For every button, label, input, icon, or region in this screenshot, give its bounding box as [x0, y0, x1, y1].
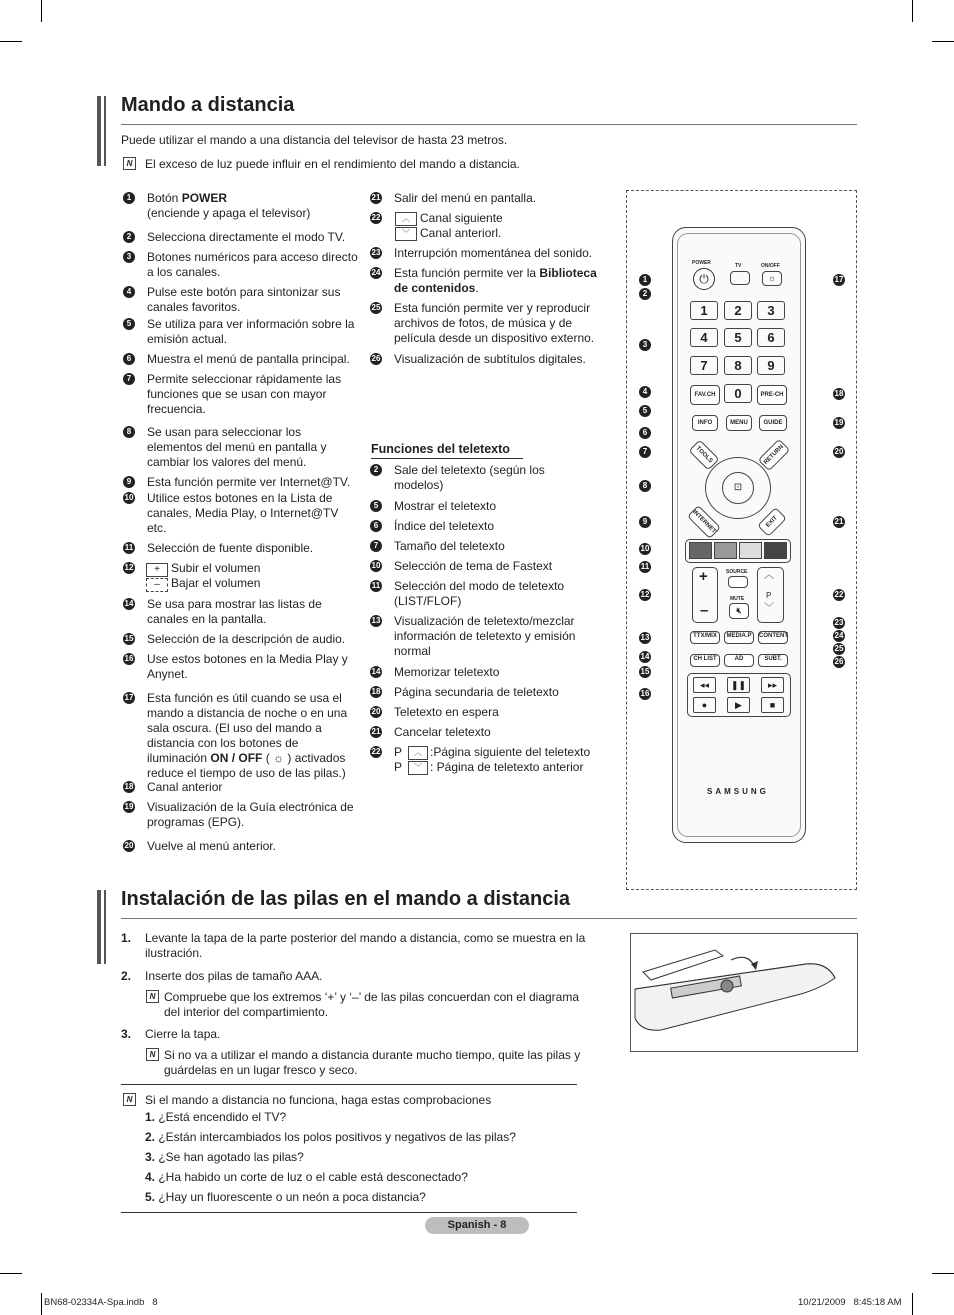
- digit-5-button[interactable]: 5: [724, 328, 752, 347]
- item-number: 20: [124, 841, 134, 850]
- teletext-text: Selección del modo de teletexto (LIST/FLOF): [394, 579, 565, 608]
- channel-up-icon: ︿: [395, 212, 417, 226]
- note-text: El exceso de luz puede influir en el rendimiento del mando a distancia.: [145, 157, 520, 171]
- item-text: [147, 632, 359, 647]
- menu-button[interactable]: MENU: [726, 415, 752, 431]
- item-number: 8: [123, 426, 135, 438]
- item-text: [147, 425, 359, 470]
- item-text-part: Use estos botones en la Media Play y Anynet: [147, 652, 348, 681]
- item-text-bold: POWER: [181, 191, 228, 205]
- digit-9-button[interactable]: 9: [757, 356, 785, 375]
- item-number: 21: [371, 727, 381, 736]
- item-text-part: .: [346, 475, 351, 489]
- item-text-part: Visualización de la Guía electrónica de programas (EPG).: [147, 800, 354, 829]
- item-number: 23: [371, 248, 381, 257]
- item-text: [147, 230, 359, 245]
- stop-button[interactable]: ■: [761, 697, 784, 713]
- item-text: [394, 301, 606, 346]
- footer-date: 10/21/2009 8:45:18 AM: [798, 1297, 902, 1308]
- item-text: [147, 372, 359, 417]
- section-bar: [104, 890, 106, 964]
- item-text: [147, 780, 359, 795]
- callout-number: 4: [639, 386, 651, 398]
- item-number: 18: [371, 687, 381, 696]
- item-text-part: Muestra el menú de pantalla principal.: [147, 352, 350, 366]
- item-number: 20: [371, 707, 381, 716]
- item-number: 13: [371, 616, 381, 625]
- source-label: SOURCE: [726, 569, 748, 575]
- teletext-rule: [371, 458, 523, 459]
- section-bar: [97, 890, 101, 964]
- note-icon: N: [123, 157, 136, 170]
- ad-button[interactable]: AD: [724, 654, 754, 667]
- mute-button[interactable]: 🔇︎: [729, 603, 749, 619]
- item-text: [394, 352, 606, 367]
- item-text: [147, 250, 359, 280]
- check-text: ¿Se han agotado las pilas?: [155, 1150, 304, 1164]
- battery-illustration: [630, 933, 858, 1052]
- item-number: 21: [371, 193, 381, 202]
- crop-mark: [912, 1293, 913, 1315]
- check-item: [145, 1190, 426, 1205]
- callout-number: 17: [834, 275, 844, 284]
- page-title: Mando a distancia: [121, 94, 295, 116]
- callout-number: 2: [639, 288, 651, 300]
- check-item: [145, 1170, 468, 1185]
- item-number: 22: [371, 747, 381, 756]
- item-text-part: Selección de la descripción de audio.: [147, 632, 346, 646]
- callout-number: 7: [639, 446, 651, 458]
- item-number: 22: [371, 213, 381, 222]
- teletext-text: Página secundaria de teletexto: [394, 685, 559, 699]
- item-number: 15: [124, 634, 134, 643]
- volume-down-icon: –: [146, 578, 168, 592]
- item-text-line2: (enciende y apaga el televisor): [147, 206, 311, 220]
- check-number: 5.: [145, 1190, 156, 1204]
- check-number: 3.: [145, 1150, 156, 1164]
- check-text: ¿Están intercambiados los polos positivos y negativos de las pilas?: [155, 1130, 516, 1144]
- rewind-button[interactable]: ◂◂: [693, 677, 716, 693]
- item-number: 5: [123, 318, 135, 330]
- teletext-text: Mostrar el teletexto: [394, 499, 497, 513]
- crop-mark: [0, 1273, 22, 1274]
- item-text-part: ( ☼ ) activados reduce el tiempo de uso de las pilas.): [147, 751, 346, 780]
- step-note: Compruebe que los extremos ‘+’ y ‘–’ de las pilas concuerdan con el diagrama del interior del compartimiento.: [164, 990, 580, 1019]
- callout-number: 5: [639, 405, 651, 417]
- item-number: 1: [123, 192, 135, 204]
- item-text-part: Salir del menú en pantalla.: [394, 191, 537, 205]
- exit-button[interactable]: EXIT: [757, 507, 787, 537]
- channel-up-icon: ︿: [408, 746, 428, 760]
- callout-number: 10: [640, 544, 650, 553]
- step-number: 1.: [121, 931, 132, 945]
- item-text-part: Botón: [147, 191, 182, 205]
- item-text: [147, 800, 359, 830]
- mute-label: MUTE: [730, 596, 745, 602]
- step-text: Inserte dos pilas de tamaño AAA.: [145, 969, 323, 983]
- item-text: [147, 691, 359, 781]
- teletext-text: Sale del teletexto (según los modelos): [394, 463, 545, 492]
- callout-number: 20: [834, 447, 844, 456]
- item-text-line2: Bajar el volumen: [171, 576, 261, 590]
- item-text-line2: Canal anteriorl.: [420, 226, 502, 240]
- internet-button[interactable]: INTERNET: [687, 505, 721, 539]
- onoff-label: ON/OFF: [761, 263, 780, 269]
- item-text-part: Se utiliza para ver información sobre la emisión actual.: [147, 317, 355, 346]
- step-number: 3.: [121, 1027, 132, 1041]
- callout-number: 21: [834, 517, 844, 526]
- item-text-part: Selecciona directamente el modo TV: [147, 230, 342, 244]
- callout-number: 3: [639, 339, 651, 351]
- prech-button[interactable]: PRE-CH: [757, 385, 787, 405]
- callout-number: 12: [640, 590, 650, 599]
- item-text-part: Utilice estos botones en la Lista de canales, Media Play, o Internet@TV etc.: [147, 491, 339, 535]
- power-label: POWER: [692, 260, 711, 266]
- remote-inner: [677, 233, 801, 837]
- digit-8-button[interactable]: 8: [724, 356, 752, 375]
- item-number: 14: [124, 599, 134, 608]
- check-item: [145, 1130, 516, 1145]
- item-text-bold: ON / OFF: [210, 751, 263, 765]
- check-number: 2.: [145, 1130, 156, 1144]
- callout-number: 9: [639, 516, 651, 528]
- power-button[interactable]: ⏻: [693, 268, 715, 290]
- item-number: 3: [123, 251, 135, 263]
- check-rule-top: [121, 1084, 577, 1085]
- item-text-part: Se usa para mostrar las listas de canales en la pantalla.: [147, 597, 322, 626]
- note-icon: N: [146, 1048, 159, 1061]
- green-button[interactable]: [714, 542, 737, 559]
- item-text-part: Subir el volumen: [171, 561, 261, 575]
- ttx-button[interactable]: TTX/MIX: [690, 631, 720, 644]
- item-text: [394, 246, 606, 261]
- item-number: 12: [124, 563, 134, 572]
- step-text: Cierre la tapa.: [145, 1027, 221, 1041]
- callout-number: 11: [640, 562, 650, 571]
- item-number: 18: [124, 782, 134, 791]
- crop-mark: [41, 0, 42, 22]
- subt-button[interactable]: SUBT.: [758, 654, 788, 667]
- item-text-part: Esta función permite ver Internet@TV: [147, 475, 347, 489]
- item-number: 7: [370, 540, 382, 552]
- crop-mark: [932, 1273, 954, 1274]
- chlist-button[interactable]: CH LIST: [690, 654, 720, 667]
- title-rule: [121, 124, 857, 125]
- volume-plus-icon: +: [699, 568, 708, 585]
- check-number: 4.: [145, 1170, 156, 1184]
- digit-0-button[interactable]: 0: [724, 384, 752, 403]
- item-text-part: Selección de fuente disponible.: [147, 541, 314, 555]
- item-text: [147, 597, 359, 627]
- crop-mark: [932, 41, 954, 42]
- item-text-bold: Biblioteca de contenidos: [394, 266, 597, 295]
- item-text: [420, 211, 590, 241]
- item-text-part: Esta función permite ver y reproducir archivos de fotos, de música y de película desde un dispositivo externo.: [394, 301, 595, 345]
- channel-up-icon: ︿: [764, 570, 774, 581]
- item-number: 14: [371, 667, 381, 676]
- item-number: 11: [124, 543, 134, 552]
- teletext-text: :Página siguiente del teletexto: [430, 745, 591, 759]
- callout-number: 25: [834, 644, 844, 653]
- content-button[interactable]: CONTENT: [758, 631, 788, 644]
- blue-button[interactable]: [764, 542, 787, 559]
- item-text-part: Pulse este botón para sintonizar sus canales favoritos.: [147, 285, 341, 314]
- item-text: [147, 317, 359, 347]
- return-button[interactable]: RETURN: [758, 439, 791, 472]
- check-text: ¿Hay un fluorescente o un neón a poca distancia?: [155, 1190, 426, 1204]
- note-icon: N: [146, 990, 159, 1003]
- item-number: 19: [124, 802, 134, 811]
- item-text-part: Esta función permite ver la: [394, 266, 540, 280]
- section-title: Instalación de las pilas en el mando a distancia: [121, 888, 571, 910]
- item-text-part: .: [184, 667, 188, 681]
- callout-number: 15: [640, 667, 650, 676]
- callout-number: 16: [640, 689, 650, 698]
- check-item: [145, 1110, 286, 1125]
- step-note: Si no va a utilizar el mando a distancia durante mucho tiempo, quite las pilas y guárdelas en un lugar fresco y seco.: [164, 1048, 581, 1077]
- teletext-text: Visualización de teletexto/mezclar información de teletexto y emisión normal: [394, 614, 576, 658]
- item-text-part: Visualización de subtítulos digitales.: [394, 352, 586, 366]
- item-text: [394, 266, 606, 296]
- item-text-part: Esta función es útil cuando se usa el mando a distancia de noche o en una sala oscura. (El uso del mando a distancia con los botones de iluminación: [147, 691, 348, 765]
- note-icon: N: [123, 1093, 136, 1106]
- teletext-text: : Página de teletexto anterior: [430, 760, 584, 774]
- section-bar: [104, 96, 106, 166]
- tools-button[interactable]: TOOLS: [688, 439, 719, 470]
- mediap-button[interactable]: MEDIA.P: [724, 631, 754, 644]
- footer-file: BN68-02334A-Spa.indb 8: [44, 1297, 158, 1308]
- callout-number: 6: [639, 427, 651, 439]
- callout-number: 19: [834, 418, 844, 427]
- digit-3-button[interactable]: 3: [757, 301, 785, 320]
- teletext-title: Funciones del teletexto: [371, 442, 510, 456]
- item-number: 4: [123, 286, 135, 298]
- battery-drawing: [631, 934, 857, 1051]
- item-text: [147, 285, 359, 315]
- check-intro: Si el mando a distancia no funciona, haga estas comprobaciones: [145, 1093, 492, 1107]
- item-text-part: Se usan para seleccionar los elementos del menú en pantalla y cambiar los valores del menú.: [147, 425, 327, 469]
- item-number: 2: [123, 231, 135, 243]
- check-text: ¿Está encendido el TV?: [155, 1110, 287, 1124]
- item-number: 7: [123, 373, 135, 385]
- step-text: Levante la tapa de la parte posterior del mando a distancia, como se muestra en la ilustración.: [145, 931, 586, 960]
- teletext-text: Cancelar teletexto: [394, 725, 491, 739]
- item-text-part: Botones numéricos para acceso directo a los canales.: [147, 250, 358, 279]
- item-number: 26: [371, 354, 381, 363]
- item-text: [147, 491, 359, 536]
- page-number-badge: Spanish - 8: [425, 1217, 529, 1234]
- callout-number: 22: [834, 590, 844, 599]
- teletext-p-label: P: [394, 760, 403, 774]
- red-button[interactable]: [689, 542, 712, 559]
- teletext-text: Memorizar teletexto: [394, 665, 500, 679]
- yellow-button[interactable]: [739, 542, 762, 559]
- light-button[interactable]: ☼: [762, 271, 782, 286]
- check-item: [145, 1150, 304, 1165]
- item-text-part: Vuelve al menú anterior.: [147, 839, 276, 853]
- tv-button[interactable]: [730, 271, 750, 285]
- record-button[interactable]: ●: [693, 697, 716, 713]
- navigation-center[interactable]: ⊡: [722, 472, 754, 504]
- tv-label: TV: [735, 263, 742, 269]
- digit-7-button[interactable]: 7: [690, 356, 718, 375]
- teletext-text: Tamaño del teletexto: [394, 539, 505, 553]
- brand-logo: SAMSUNG: [707, 787, 769, 796]
- item-number: 10: [371, 561, 381, 570]
- guide-button[interactable]: GUIDE: [759, 415, 787, 431]
- volume-minus-icon: –: [700, 602, 709, 619]
- item-text: [147, 541, 359, 556]
- section-bar: [97, 96, 101, 166]
- digit-4-button[interactable]: 4: [690, 328, 718, 347]
- callout-number: 26: [834, 657, 844, 666]
- item-text: [147, 839, 359, 854]
- title-rule: [121, 918, 857, 919]
- teletext-p-label: P: [394, 745, 403, 759]
- crop-mark: [0, 41, 22, 42]
- item-text: [147, 475, 359, 490]
- item-number: 11: [371, 581, 381, 590]
- callout-number: 24: [834, 631, 844, 640]
- info-button[interactable]: INFO: [692, 415, 718, 431]
- item-number: 5: [370, 500, 382, 512]
- channel-down-icon: ﹀: [408, 761, 428, 775]
- channel-down-icon: ﹀: [395, 227, 417, 241]
- callout-number: 23: [834, 618, 844, 627]
- step-number: 2.: [121, 969, 132, 983]
- teletext-text: Teletexto en espera: [394, 705, 499, 719]
- item-number: 16: [124, 654, 134, 663]
- digit-1-button[interactable]: 1: [690, 301, 718, 320]
- item-text-part: Interrupción momentánea del sonido.: [394, 246, 593, 260]
- volume-up-icon: +: [146, 563, 168, 577]
- source-button[interactable]: [728, 576, 748, 588]
- item-text-part: .: [341, 230, 346, 244]
- callout-number: 8: [639, 480, 651, 492]
- item-text-part: Canal anterior: [147, 780, 223, 794]
- pause-button[interactable]: ❚❚: [727, 677, 750, 693]
- item-number: 9: [123, 476, 135, 488]
- callout-number: 14: [640, 652, 650, 661]
- digit-2-button[interactable]: 2: [724, 301, 752, 320]
- callout-number: 1: [639, 274, 651, 286]
- item-text: [394, 191, 606, 206]
- item-text-part: Permite seleccionar rápidamente las funciones que se usan con mayor frecuencia.: [147, 372, 342, 416]
- item-text: [147, 652, 359, 682]
- item-number: 6: [370, 520, 382, 532]
- item-text: [147, 352, 359, 367]
- callout-number: 13: [640, 633, 650, 642]
- item-number: 6: [123, 353, 135, 365]
- item-text: [147, 191, 359, 221]
- callout-number: 18: [834, 389, 844, 398]
- item-number: 25: [371, 303, 381, 312]
- item-text-part: .: [475, 281, 479, 295]
- teletext-text: Índice del teletexto: [394, 519, 495, 533]
- intro-text: Puede utilizar el mando a una distancia del televisor de hasta 23 metros.: [121, 133, 508, 147]
- forward-button[interactable]: ▸▸: [761, 677, 784, 693]
- check-text: ¿Ha habido un corte de luz o el cable está desconectado?: [155, 1170, 468, 1184]
- play-button[interactable]: ▶: [727, 697, 750, 713]
- check-number: 1.: [145, 1110, 156, 1124]
- item-number: 24: [371, 268, 381, 277]
- channel-down-icon: ﹀: [764, 603, 774, 614]
- item-text: [171, 561, 341, 591]
- crop-mark: [912, 0, 913, 22]
- item-number: 17: [124, 693, 134, 702]
- crop-mark: [41, 1293, 42, 1315]
- check-rule-bottom: [121, 1212, 577, 1213]
- item-number: 2: [370, 464, 382, 476]
- item-number: 10: [124, 493, 134, 502]
- item-text-part: Canal siguiente: [420, 211, 503, 225]
- digit-6-button[interactable]: 6: [757, 328, 785, 347]
- teletext-text: Selección de tema de Fastext: [394, 559, 553, 573]
- favch-button[interactable]: FAV.CH: [690, 385, 720, 405]
- channel-p-label: P: [766, 591, 772, 600]
